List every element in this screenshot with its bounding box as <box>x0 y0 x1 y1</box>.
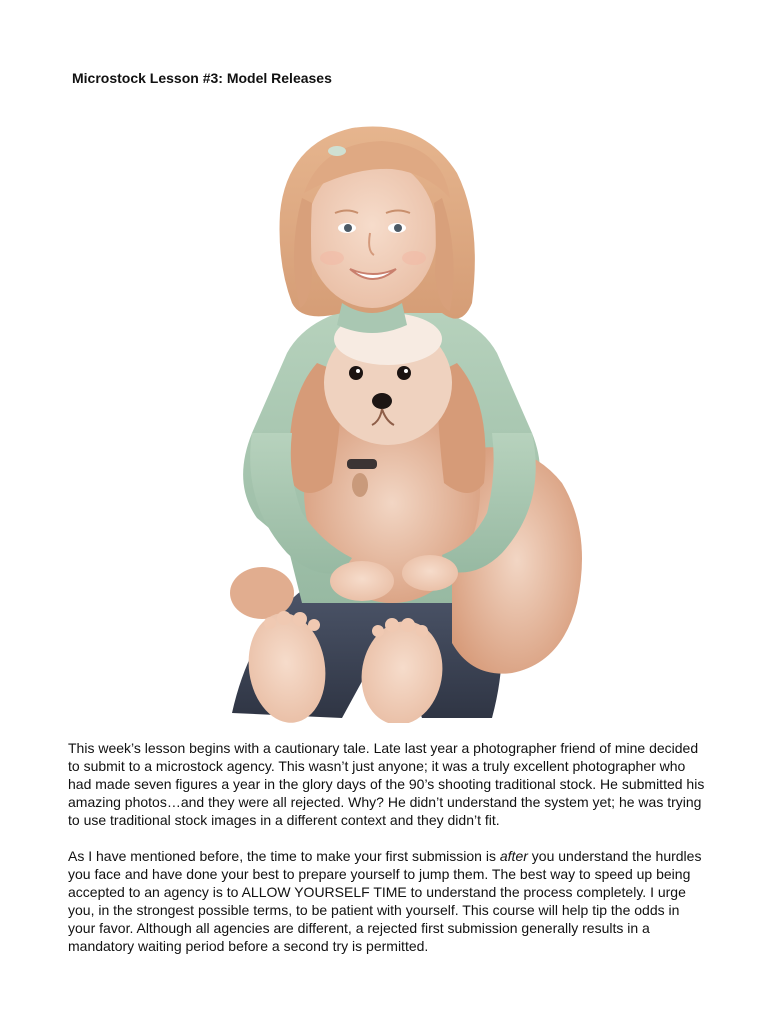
page-title: Microstock Lesson #3: Model Releases <box>72 70 332 86</box>
paragraph-2-end: you understand the hurdles you face and have done your best to prepare yourself to jump them. The best way to speed up being accepted to an agency is to ALLOW YOURSELF TIME to understand the process completely. I urge you, in the strongest possible terms, to be patient with yourself. This course will help tip the odds in your favor. Although all agencies are different, a rejected first submission generally results in a mandatory waiting period before a second try is permitted. <box>68 848 702 954</box>
photo-girl-with-dog <box>192 103 590 723</box>
photo-illustration <box>192 103 590 723</box>
body-text <box>68 739 708 973</box>
paragraph-2 <box>68 847 708 955</box>
paragraph-2-start: As I have mentioned before, the time to make your first submission is <box>68 848 500 864</box>
paragraph-2-emphasis: after <box>499 848 528 864</box>
paragraph-1: This week’s lesson begins with a cautionary tale. Late last year a photographer friend of mine decided to submit to a microstock agency. This wasn’t just anyone; it was a truly excellent photographer who had made seven figures a year in the glory days of the 90’s shooting traditional stock. He submitted his amazing photos…and they were all rejected. Why? He didn’t understand the system yet; he was trying to use traditional stock images in a different context and they didn’t fit. <box>68 740 705 828</box>
